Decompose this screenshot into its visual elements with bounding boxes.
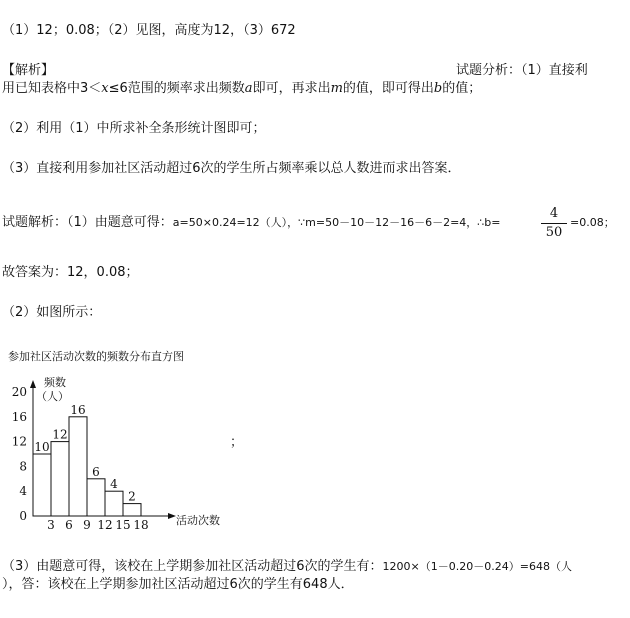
y-tick-label: 0 <box>19 509 27 523</box>
fraction-denominator: 50 <box>545 225 563 240</box>
analysis-text: 即可，再求出 <box>252 81 331 96</box>
histogram-bar <box>123 504 141 516</box>
var-x: x <box>101 81 109 96</box>
histogram-bar <box>105 491 123 516</box>
solution-part-3 <box>2 558 572 576</box>
analysis-part-2: （2）利用（1）中所求补全条形统计图即可； <box>2 121 266 136</box>
x-tick-label: 3 <box>47 518 55 530</box>
x-tick-label: 18 <box>133 518 149 530</box>
y-tick-label: 20 <box>11 385 27 399</box>
solution-conclusion: ），答：该校在上学期参加社区活动超过6次的学生有648人． <box>2 577 354 592</box>
y-axis-arrow <box>30 380 36 388</box>
chart-title: 参加社区活动次数的频数分布直方图 <box>8 350 184 363</box>
solution-label: 试题解析：（1）由题意可得： <box>2 215 173 230</box>
chart-trailing-mark: ； <box>230 435 244 450</box>
bar-value-label: 10 <box>34 440 50 454</box>
fraction-b <box>541 206 567 241</box>
y-tick-label: 12 <box>11 434 27 449</box>
bar-value-label: 2 <box>128 489 136 504</box>
histogram-bar <box>33 454 51 516</box>
var-m: m <box>330 81 343 96</box>
bar-value-label: 12 <box>52 427 68 442</box>
x-tick-label: 15 <box>115 518 131 530</box>
solution-part-3-calc: 1200×（1－0.20－0.24）=648（人 <box>382 560 572 573</box>
var-a: a <box>244 81 253 96</box>
histogram-bar <box>69 417 87 516</box>
y-axis-unit: （人） <box>36 390 69 403</box>
solution-part-2: （2）如图所示： <box>2 305 102 320</box>
bar-value-label: 4 <box>110 477 118 492</box>
fraction-numerator: 4 <box>549 206 559 221</box>
histogram-chart <box>0 340 260 530</box>
bar-value-label: 16 <box>70 402 86 417</box>
analysis-line-2 <box>2 80 481 98</box>
solution-part-3-text: （3）由题意可得，该校在上学期参加社区活动超过6次的学生有： <box>2 559 383 574</box>
y-tick-label: 16 <box>11 409 27 424</box>
solution-line-1 <box>2 214 501 232</box>
analysis-tag: 【解析】 <box>2 63 55 78</box>
y-axis-label: 频数 <box>44 376 66 389</box>
analysis-text: 用已知表格中3＜ <box>2 81 102 96</box>
analysis-label: 试题分析：（1）直接利 <box>456 63 588 78</box>
y-tick-label: 4 <box>19 484 27 499</box>
x-tick-label: 12 <box>97 518 113 530</box>
fraction-bar <box>541 223 567 224</box>
x-axis-arrow <box>168 513 176 519</box>
histogram-bar <box>87 479 105 516</box>
histogram-bar <box>51 442 69 516</box>
x-tick-label: 9 <box>83 518 91 530</box>
analysis-text: 的值； <box>442 81 482 96</box>
analysis-part-3: （3）直接利用参加社区活动超过6次的学生所占频率乘以总人数进而求出答案． <box>2 161 461 176</box>
analysis-text: 的值，即可得出 <box>342 81 434 96</box>
x-axis-label: 活动次数 <box>176 514 220 527</box>
solution-b-value: =0.08； <box>570 216 615 229</box>
var-b: b <box>433 81 443 96</box>
x-tick-label: 6 <box>65 518 73 530</box>
solution-calc: a=50×0.24=12（人），∵m=50－10－12－16－6－2=4，∴b= <box>172 216 501 229</box>
solution-answer-1: 故答案为：12，0.08； <box>2 265 139 280</box>
bar-value-label: 6 <box>92 464 100 479</box>
answer-summary: （1）12；0.08；（2）见图，高度为12，（3）672 <box>2 23 296 38</box>
y-tick-label: 8 <box>19 459 27 474</box>
analysis-text: ≤6范围的频率求出频数 <box>108 81 245 96</box>
